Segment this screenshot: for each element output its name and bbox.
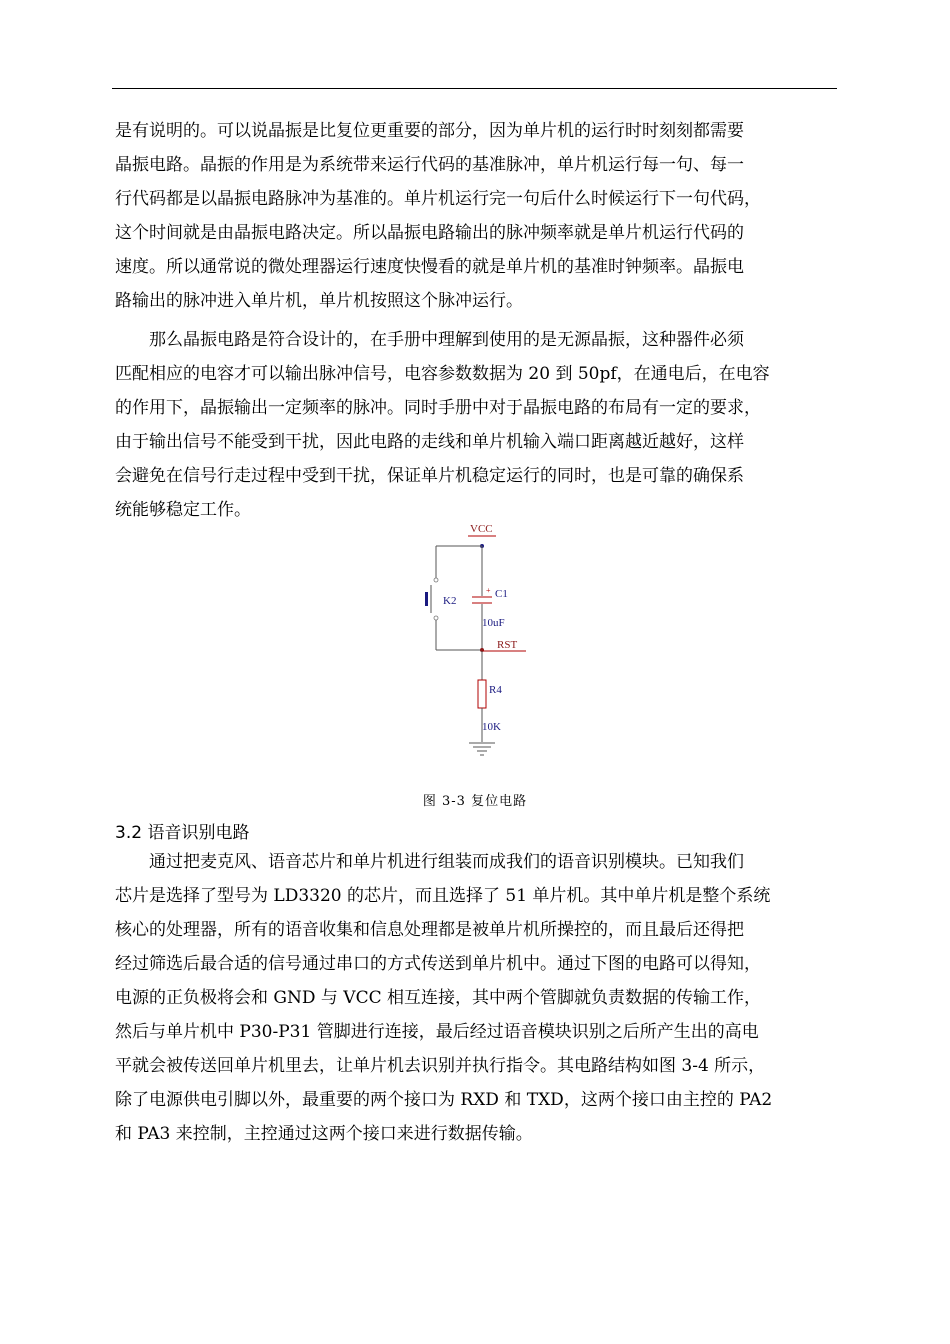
text-line: 路输出的脉冲进入单片机，单片机按照这个脉冲运行。	[115, 291, 523, 311]
section-heading: 3.2 语音识别电路	[115, 823, 250, 843]
c1-label: C1	[495, 588, 508, 600]
text-line: 通过把麦克风、语音芯片和单片机进行组装而成我们的语音识别模块。已知我们	[115, 852, 744, 872]
text-line: 的作用下，晶振输出一定频率的脉冲。同时手册中对于晶振电路的布局有一定的要求，	[115, 398, 761, 418]
text-line: 核心的处理器，所有的语音收集和信息处理都是被单片机所操控的，而且最后还得把	[115, 920, 744, 940]
text-line: 和 PA3 来控制，主控通过这两个接口来进行数据传输。	[115, 1124, 533, 1144]
figure-caption: 图 3-3 复位电路	[422, 794, 528, 809]
k2-label: K2	[443, 595, 457, 607]
text-line: 是有说明的。可以说晶振是比复位更重要的部分，因为单片机的运行时时刻刻都需要	[115, 121, 744, 141]
text-line: 那么晶振电路是符合设计的，在手册中理解到使用的是无源晶振，这种器件必须	[115, 330, 744, 350]
text-line: 匹配相应的电容才可以输出脉冲信号，电容参数数据为 20 到 50pf，在通电后，在电容	[115, 364, 770, 384]
text-line: 统能够稳定工作。	[115, 500, 251, 520]
text-line: 这个时间就是由晶振电路决定。所以晶振电路输出的脉冲频率就是单片机运行代码的	[115, 223, 744, 243]
switch-contact	[434, 578, 438, 582]
text-line: 经过筛选后最合适的信号通过串口的方式传送到单片机中。通过下图的电路可以得知，	[115, 954, 761, 974]
text-line: 芯片是选择了型号为 LD3320 的芯片，而且选择了 51 单片机。其中单片机是整个系统	[115, 886, 771, 906]
text-line: 行代码都是以晶振电路脉冲为基准的。单片机运行完一句后什么时候运行下一句代码，	[115, 189, 761, 209]
text-line: 晶振电路。晶振的作用是为系统带来运行代码的基准脉冲，单片机运行每一句、每一	[115, 155, 744, 175]
text-line: 速度。所以通常说的微处理器运行速度快慢看的就是单片机的基准时钟频率。晶振电	[115, 257, 744, 277]
text-line: 会避免在信号行走过程中受到干扰，保证单片机稳定运行的同时，也是可靠的确保系	[115, 466, 744, 486]
text-line: 然后与单片机中 P30-P31 管脚进行连接，最后经过语音模块识别之后所产生出的高电	[115, 1022, 759, 1042]
rst-label: RST	[497, 639, 518, 651]
text-line: 平就会被传送回单片机里去，让单片机去识别并执行指令。其电路结构如图 3-4 所示，	[115, 1056, 766, 1076]
r4-value: 10K	[482, 721, 501, 733]
resistor-body	[478, 680, 486, 708]
c1-value: 10uF	[482, 617, 505, 629]
switch-button	[425, 592, 428, 606]
switch-contact	[434, 616, 438, 620]
text-line: 除了电源供电引脚以外，最重要的两个接口为 RXD 和 TXD，这两个接口由主控的 PA2	[115, 1090, 773, 1110]
paragraph-3	[115, 845, 837, 1151]
text-line: 电源的正负极将会和 GND 与 VCC 相互连接，其中两个管脚就负责数据的传输工作，	[115, 988, 761, 1008]
vcc-label: VCC	[470, 523, 493, 535]
text-line: 由于输出信号不能受到干扰，因此电路的走线和单片机输入端口距离越近越好，这样	[115, 432, 744, 452]
r4-label: R4	[489, 684, 502, 696]
c1-plus: +	[486, 586, 491, 595]
